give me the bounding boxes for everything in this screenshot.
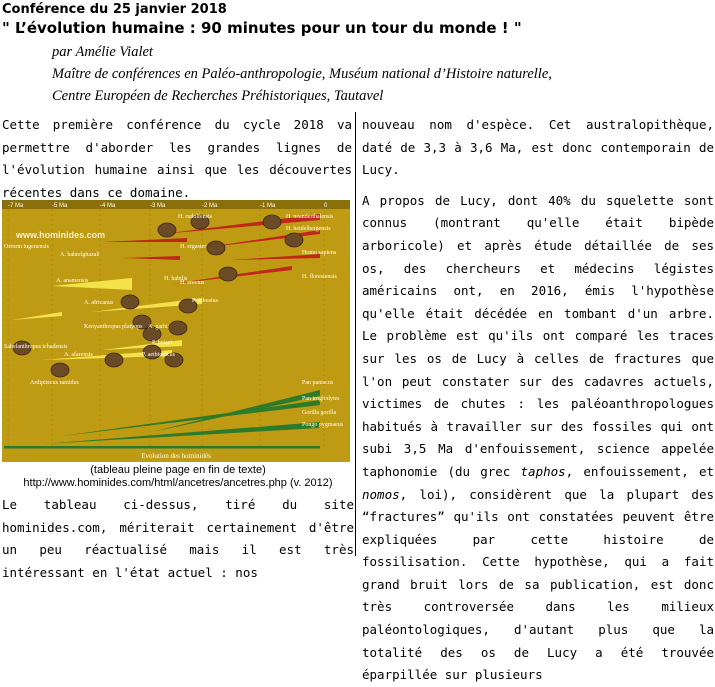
chart-footer-title: Evolution des hominidés <box>141 452 211 460</box>
word-taphos: taphos <box>520 463 566 479</box>
skull-icon <box>169 321 187 335</box>
skull-icon <box>158 223 176 237</box>
caption-url[interactable]: http://www.hominides.com/html/ancetres/ancetres.php (v. 2012) <box>23 477 333 489</box>
column-divider <box>355 112 356 556</box>
conference-date: Conférence du 25 janvier 2018 <box>2 2 227 17</box>
species-label: H. rudolfensis <box>178 214 212 220</box>
species-label: P. robustus <box>192 298 219 304</box>
left-column-intro <box>2 114 352 204</box>
species-label: Kenyanthropus platyops <box>84 324 143 330</box>
right-paragraph-1: nouveau nom d'espèce. Cet australopithèque, daté de 3,3 à 3,6 Ma, est donc contemporain de Lucy. <box>362 117 714 178</box>
caption-note: (tableau pleine page en fin de texte) <box>90 464 266 476</box>
species-label: Pan troglodytes <box>302 396 340 402</box>
speaker-role: Maître de conférences en Paléo-anthropologie, Muséum national d’Histoire naturelle, <box>52 66 552 82</box>
right-paragraph-2 <box>362 190 714 687</box>
species-label: Homo sapiens <box>302 250 337 256</box>
species-label: Sahelanthropus tchadensis <box>4 344 68 350</box>
word-nomos: nomos <box>362 486 400 502</box>
chart-site-watermark: www.hominides.com <box>16 230 106 240</box>
species-label: A. afarensis <box>64 352 93 358</box>
skull-icon <box>263 215 281 229</box>
right-column <box>362 114 714 687</box>
skull-icon <box>105 353 123 367</box>
chart-tick-label: -7 Ma <box>8 203 24 209</box>
species-label: H. floresiensis <box>302 274 337 280</box>
chart-tick-label: -5 Ma <box>52 203 68 209</box>
skull-icon <box>219 267 237 281</box>
species-label: Orrorin tugenensis <box>4 244 49 250</box>
species-label: H. erectus <box>180 280 205 286</box>
chart-tick-label: -2 Ma <box>202 203 218 209</box>
skull-icon <box>207 241 225 255</box>
chart-tick-label: 0 <box>324 203 328 209</box>
chart-caption <box>0 464 356 490</box>
species-label: Gorilla gorilla <box>302 410 337 416</box>
species-label: Pongo pygmaeus <box>302 422 344 428</box>
chart-tick-label: -4 Ma <box>100 203 116 209</box>
species-label: A. garhi <box>148 324 168 330</box>
species-label: P. aethiopicus <box>142 352 175 358</box>
species-label: H. heidelbergensis <box>286 226 331 232</box>
species-label: P. boisei <box>152 340 173 346</box>
skull-icon <box>51 363 69 377</box>
species-label: H. ergaster <box>180 244 207 250</box>
left-column-after <box>2 494 354 584</box>
species-label: A. bahrelghazali <box>60 252 100 258</box>
p2-part-c: , loi), considèrent que la plupart des “fractures” qu'ils ont constatées peuvent être expliquées par cette histoire de fossilisation. Cette hypothèse, qui a fait grand bruit lors de sa publication, est donc très controversée dans les milieux paléontologiques, d'autant plus que la totalité des os de Lucy a été trouvée éparpillée sur plusieurs <box>362 486 714 683</box>
chart-tick-label: -3 Ma <box>150 203 166 209</box>
lineage-bar-base <box>4 446 320 449</box>
speaker-name: par Amélie Vialet <box>52 44 153 60</box>
species-label: H. habilis <box>164 276 188 282</box>
skull-icon <box>121 295 139 309</box>
conference-title: " L’évolution humaine : 90 minutes pour un tour du monde ! " <box>2 19 522 37</box>
species-label: A. anamensis <box>56 278 89 284</box>
hominid-evolution-chart <box>2 200 350 462</box>
species-label: Pan paniscus <box>302 380 334 386</box>
skull-icon <box>285 233 303 247</box>
intro-paragraph: Cette première conférence du cycle 2018 va permettre d'aborder les grandes lignes de l'évolution humaine ainsi que les découvertes récentes dans ce domaine. <box>2 117 352 200</box>
p2-part-a: A propos de Lucy, dont 40% du squelette sont connus (montrant qu'elle était bipède arboricole) et après étude détaillée de ses os, des chercheurs et médecins légistes américains ont, en 2016, émis l'hypothèse qu'elle était décédée en tombant d'un arbre. Le problème est qu'ils ont comparé les traces sur les os de Lucy à celles de fractures que l'on peut constater sur des cadavres actuels, victimes de chutes : les paléoanthropologues habitués à travailler sur des fossiles qui ont subi 3,5 Ma d'enfouissement, science appelée taphonomie (du grec <box>362 192 714 479</box>
speaker-institution: Centre Européen de Recherches Préhistoriques, Tautavel <box>52 88 384 104</box>
species-label: H. neanderthalensis <box>286 214 334 220</box>
after-chart-paragraph: Le tableau ci-dessus, tiré du site hominides.com, mériterait certainement d'être un peu réactualisé mais il est très intéressant en l'état actuel : nos <box>2 497 354 580</box>
species-label: A. africanus <box>84 300 114 306</box>
chart-tick-label: -1 Ma <box>260 203 276 209</box>
chart-svg <box>2 200 350 462</box>
p2-part-b: , enfouissement, et <box>565 463 714 479</box>
species-label: Ardipitecus ramidus <box>30 380 79 386</box>
